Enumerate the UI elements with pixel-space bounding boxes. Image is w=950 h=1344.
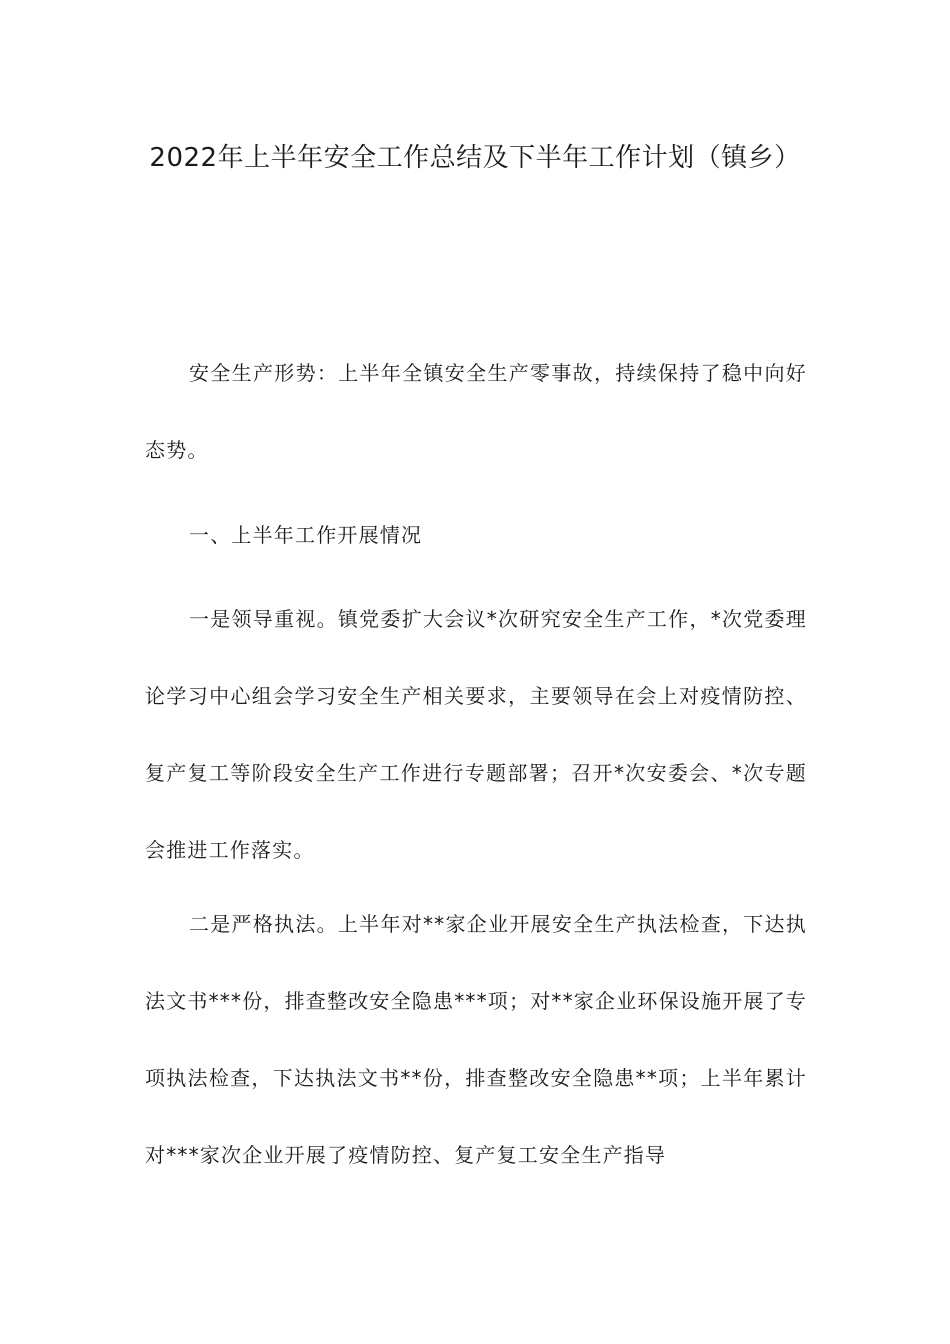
section-heading: 一、上半年工作开展情况 <box>189 523 423 547</box>
paragraph-leadership: 一是领导重视。镇党委扩大会议*次研究安全生产工作，*次党委理论学习中心组会学习安全生产相关要求，主要领导在会上对疫情防控、复产复工等阶段安全生产工作进行专题部署；召开*次安委会、*次专题会推进工作落实。 <box>145 607 807 862</box>
paragraph-enforcement: 二是严格执法。上半年对**家企业开展安全生产执法检查，下达执法文书***份，排查整改安全隐患***项；对**家企业环保设施开展了专项执法检查，下达执法文书**份，排查整改安全隐患**项；上半年累计对***家次企业开展了疫情防控、复产复工安全生产指导 <box>145 912 807 1167</box>
paragraph-safety-situation: 安全生产形势：上半年全镇安全生产零事故，持续保持了稳中向好态势。 <box>145 361 807 462</box>
document-title: 2022年上半年安全工作总结及下半年工作计划（镇乡） <box>149 143 801 173</box>
